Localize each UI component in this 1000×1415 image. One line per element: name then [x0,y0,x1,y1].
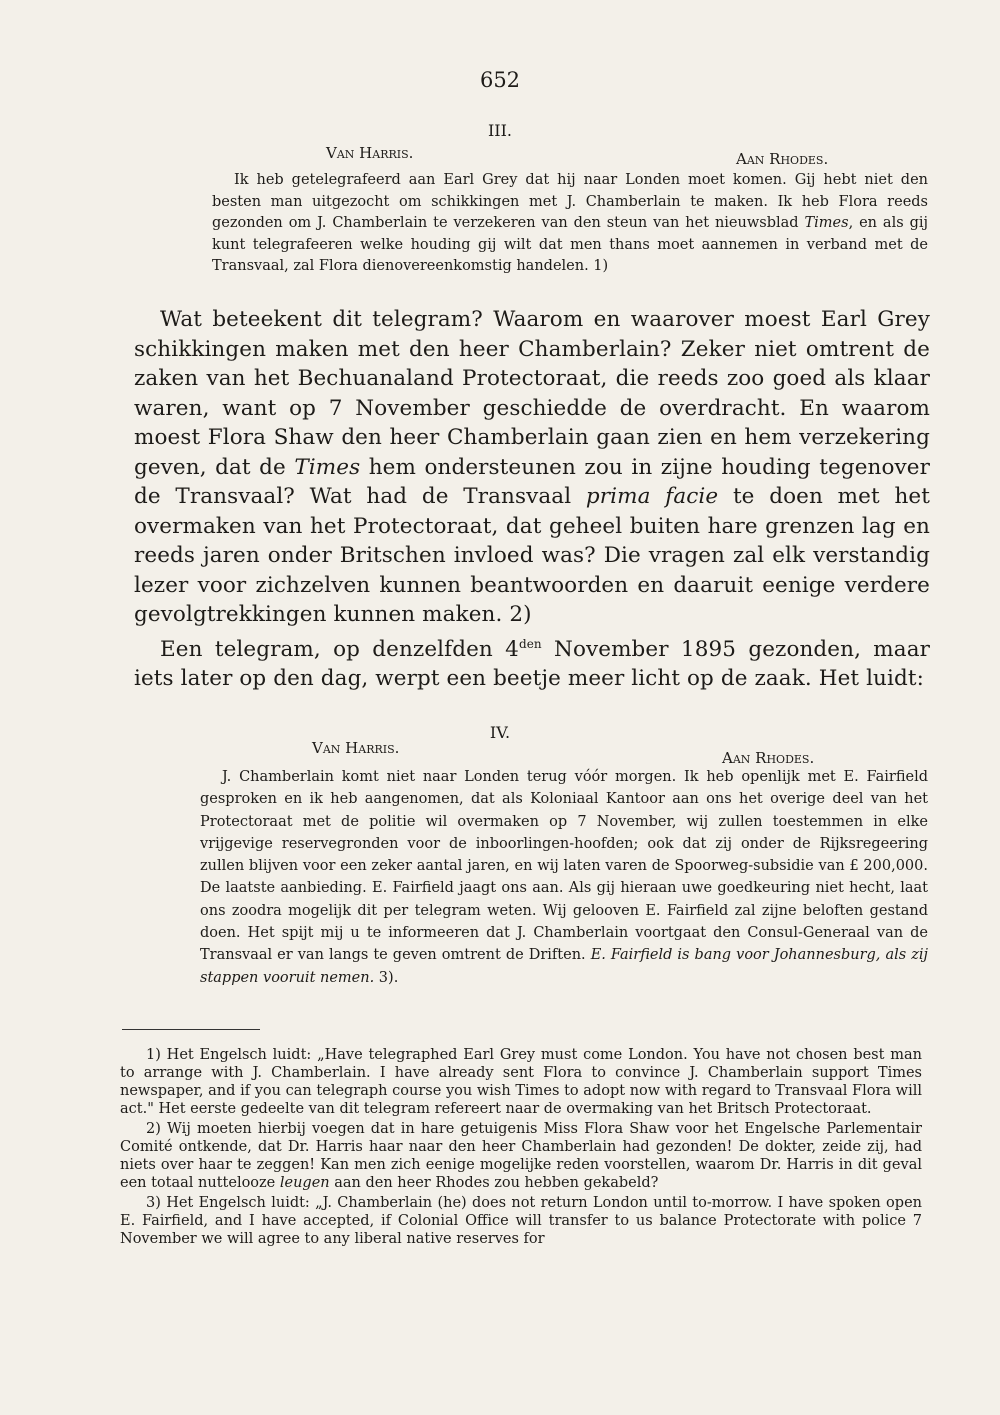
telegram-iv-body: J. Chamberlain komt niet naar Londen terug vóór morgen. Ik heb openlijk met E. Fairfield gesproken en ik heb aangenomen, dat als Koloniaal Kantoor aan ons het overige deel van het Protectoraat met de politie wil overmaken op 7 November, wij zullen toestemmen in elke vrijgevige reservegronden voor de inboorlingen-hoofden; ook dat zij onder de Rijksregeering zullen blijven voor een zeker aantal jaren, en wij laten varen de Spoorweg-subsidie van £ 200,000. De laatste aanbieding. E. Fairfield jaagt ons aan. Als gij hieraan uwe goedkeuring niet hecht, laat ons zoodra mogelijk dit per telegram weten. Wij gelooven E. Fairfield zal zijne beloften gestand doen. Het spijt mij u te informeeren dat J. Chamberlain voortgaat den Consul-Generaal van de Transvaal er van langs te geven omtrent de Driften. E. Fairfield is bang voor Johannesburg, als zij stappen vooruit nemen. 3). [200,769,928,986]
footnote-3: 3) Het Engelsch luidt: „J. Chamberlain (he) does not return London until to-morrow. I have spoken open E. Fairfield, and I have accepted, if Colonial Office will transfer to us balance Protectorate with police 7 November we will agree to any liberal native reserves for [120,1195,922,1247]
recipient-label: Aan Rhodes. [736,150,829,168]
footnote-2: 2) Wij moeten hierbij voegen dat in hare getuigenis Miss Flora Shaw voor het Engelsche Parlementair Comité ontkende, dat Dr. Harris haar naar den heer Chamberlain had gezonden! De dokter, zeide zij, had niets over haar te zeggen! Kan men zich eenige mogelijke reden voorstellen, waarom Dr. Harris in dit geval een totaal nuttelooze leugen aan den heer Rhodes zou hebben gekabeld? [120,1121,922,1191]
footnote-divider [122,1029,260,1030]
recipient-label: Aan Rhodes. [722,749,815,767]
commentary-text [134,305,930,694]
section-heading-iii: III. [487,121,513,140]
footnote-1: 1) Het Engelsch luidt: „Have telegraphed Earl Grey must come London. You have not chosen best man to arrange with J. Chamberlain. I have already sent Flora to convince J. Chamberlain support Times newspaper, and if you can telegraph course you wish Times to adopt now with regard to Transvaal Flora will act." Het eerste gedeelte van dit telegram refereert naar de overmaking van het Britsch Protectoraat. [120,1047,922,1117]
commentary-paragraph-1: Wat beteekent dit telegram? Waarom en waarover moest Earl Grey schikkingen maken met den heer Chamberlain? Zeker niet omtrent de zaken van het Bechuanaland Protectoraat, die reeds zoo goed als klaar waren, want op 7 November geschiedde de overdracht. En waarom moest Flora Shaw den heer Chamberlain gaan zien en hem verzekering geven, dat de Times hem ondersteunen zou in zijne houding tegenover de Transvaal? Wat had de Transvaal prima facie te doen met het overmaken van het Protectoraat, dat geheel buiten hare grenzen lag en reeds jaren onder Britschen invloed was? Die vragen zal elk verstandig lezer voor zichzelven kunnen beantwoorden en daaruit eenige verdere gevolgtrekkingen kunnen maken. 2) [134,307,930,627]
sender-label: Van Harris. [326,144,414,162]
section-heading-iv: IV. [489,723,511,742]
telegram-iii-body: Ik heb getelegrafeerd aan Earl Grey dat hij naar Londen moet komen. Gij hebt niet den besten man uitgezocht om schikkingen met J. Chamberlain te maken. Ik heb Flora reeds gezonden om J. Chamberlain te verzekeren van den steun van het nieuwsblad Times, en als gij kunt telegrafeeren welke houding gij wilt dat men thans moet aannemen in verband met de Transvaal, zal Flora dienovereenkomstig handelen. 1) [212,172,928,274]
footnotes [120,1046,922,1250]
commentary-paragraph-2: Een telegram, op denzelfden $4^{den}$ November 1895 gezonden, maar iets later op den dag, werpt een beetje meer licht op de zaak. Het luidt: [134,636,930,692]
page-number: 652 [479,68,521,92]
sender-label: Van Harris. [312,739,400,757]
